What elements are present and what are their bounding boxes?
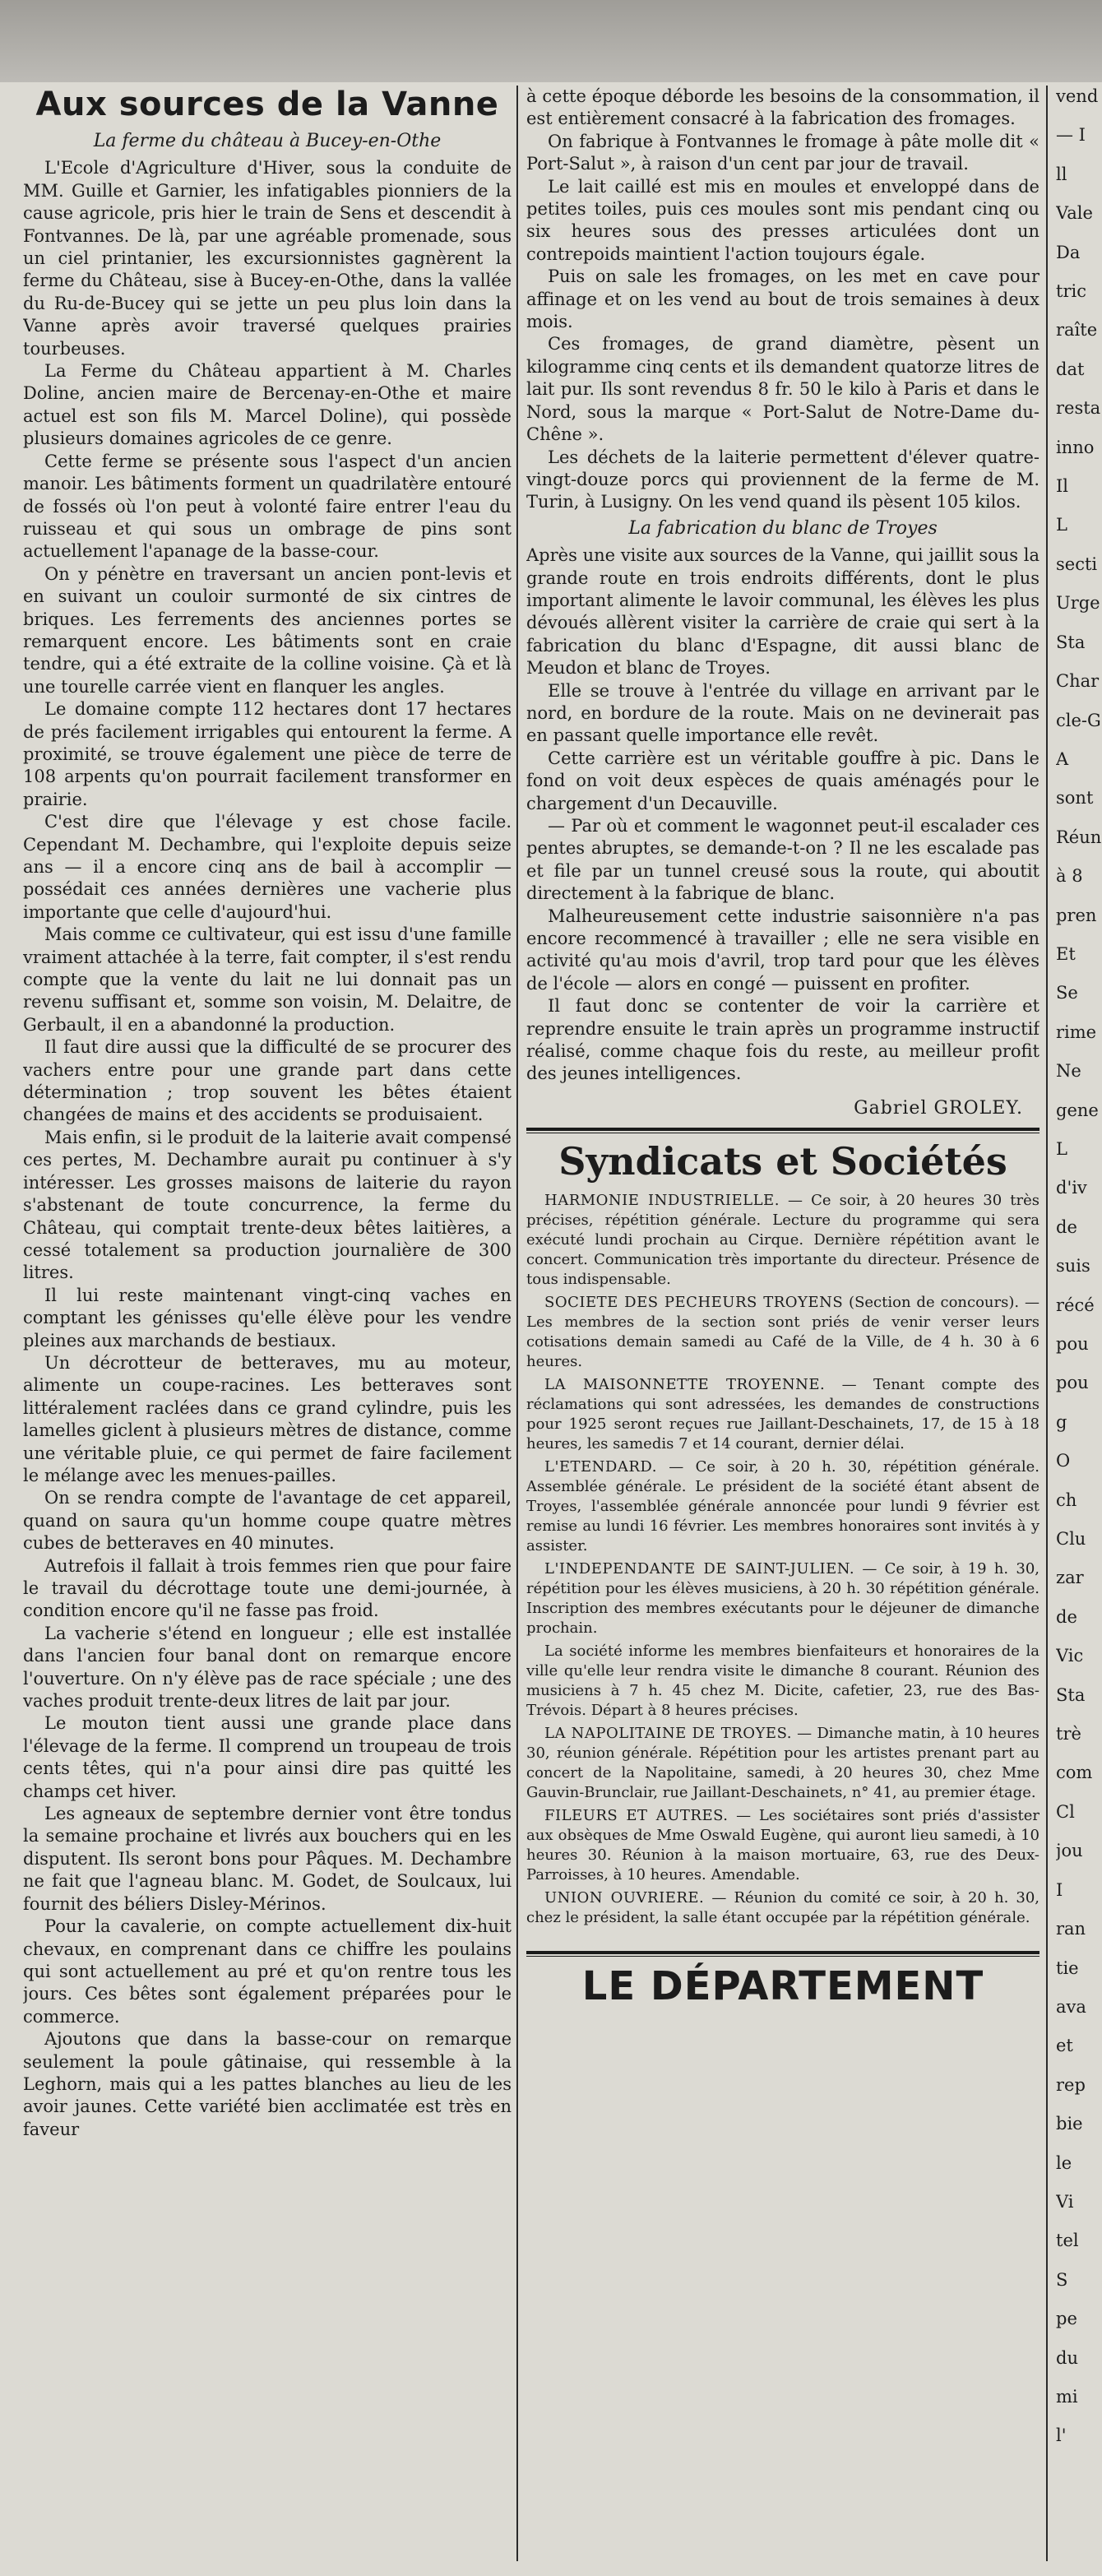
column-fragment: raîte <box>1056 320 1098 341</box>
fragment-spacer <box>1056 459 1102 475</box>
fragment-spacer <box>1056 381 1102 397</box>
section-rule <box>526 1128 1039 1131</box>
column-fragment: O <box>1056 1451 1071 1471</box>
fragment-spacer <box>1056 2291 1102 2308</box>
column-fragment: jou <box>1056 1841 1083 1861</box>
column-fragment: Se <box>1056 983 1078 1003</box>
column-fragment: inno <box>1056 437 1095 457</box>
column-fragment: Urge <box>1056 593 1100 614</box>
article-paragraph: Pour la cavalerie, on compte actuellement dix-huit chevaux, en comprenant dans ce chiffre les poulains qui sont actuellement au pré et qu'on rentre tous les jours. Ces bêtes sont également préparées pour le commerce. <box>23 1916 512 2027</box>
article-paragraph: Mais comme ce cultivateur, qui est issu d'une famille vraiment attachée à la terre, fait compter, il s'est rendu compte que la vente du lait ne lui donnait pas un revenu suffisant et, somme son voisin, M. Delaitre, de Gerbault, il en a abandonné la production. <box>23 924 512 1035</box>
fragment-spacer <box>1056 615 1102 632</box>
fragment-spacer <box>1056 1550 1102 1567</box>
fragment-spacer <box>1056 1980 1102 1996</box>
fragment-spacer <box>1056 1122 1102 1138</box>
column-fragment: ch <box>1056 1490 1077 1510</box>
notice-lead: SOCIETE DES PECHEURS TROYENS <box>544 1294 844 1312</box>
column-fragment: ran <box>1056 1919 1086 1939</box>
fragment-spacer <box>1056 2018 1102 2035</box>
notice-item <box>526 1559 1039 1638</box>
column-fragment: zar <box>1056 1568 1084 1588</box>
notice-lead: UNION OUVRIERE. <box>544 1889 705 1907</box>
fragment-spacer <box>1056 1005 1102 1022</box>
column-fragment: L <box>1056 515 1067 535</box>
fragment-spacer <box>1056 1668 1102 1684</box>
article-body-col1 <box>23 157 512 2141</box>
fragment-spacer <box>1056 147 1102 164</box>
fragment-spacer <box>1056 927 1102 943</box>
fragment-spacer <box>1056 342 1102 359</box>
fragment-spacer <box>1056 108 1102 124</box>
fragment-spacer <box>1056 2331 1102 2347</box>
fragment-spacer <box>1056 1745 1102 1762</box>
fragment-spacer <box>1056 771 1102 787</box>
fragment-spacer <box>1056 1434 1102 1450</box>
notice-text: La société informe les membres bienfaiteurs et honoraires de la ville qu'elle leur rendra visite le dimanche 8 courant. Réunion des musiciens à 7 h. 45 chez M. Dicite, cafetier, 23, rue des Bas-Trévois. Départ à 8 heures précises. <box>526 1642 1039 1720</box>
cropped-column-3 <box>1056 86 1102 2569</box>
article-paragraph: — Par où et comment le wagonnet peut-il escalader ces pentes abruptes, se demande-t-on ? Il ne les escalade pas et file par un tunnel creusé sous la route, qui aboutit directement à la fabrique de blanc. <box>526 816 1039 904</box>
article-paragraph: La Ferme du Château appartient à M. Charles Doline, ancien maire de Bercenay-en-Othe et maire actuel est son fils M. Marcel Doline), qui possède plusieurs domaines agricoles de ce genre. <box>23 361 512 449</box>
fragment-spacer <box>1056 576 1102 592</box>
column-fragment: com <box>1056 1763 1093 1783</box>
column-fragment: rep <box>1056 2074 1086 2095</box>
column-fragment: Sta <box>1056 1684 1086 1705</box>
fragment-spacer <box>1056 2213 1102 2230</box>
column-fragment: de <box>1056 1216 1077 1237</box>
column-fragment: trè <box>1056 1724 1081 1744</box>
column-fragment: bie <box>1056 2114 1083 2134</box>
fragment-spacer <box>1056 888 1102 905</box>
column-fragment: sont <box>1056 788 1094 808</box>
column-fragment: Vale <box>1056 203 1093 224</box>
fragment-spacer <box>1056 2253 1102 2269</box>
fragment-spacer <box>1056 1590 1102 1606</box>
column-fragment: à 8 <box>1056 866 1083 887</box>
column-fragment: ava <box>1056 1996 1086 2017</box>
fragment-spacer <box>1056 966 1102 982</box>
notice-item <box>526 1642 1039 1721</box>
article-paragraph: Les agneaux de septembre dernier vont être tondus la semaine prochaine et livrés aux bouchers qui en les disputent. Ils seront bons pour Pâques. M. Dechambre ne fait que l'agneau blanc. M. Godet, de Soulcaux, lui fournit des béliers Disley-Mérinos. <box>23 1804 512 1914</box>
article-paragraph: Malheureusement cette industrie saisonnière n'a pas encore recommencé à travailler ; elle ne sera visible en activité qu'au mois d'avril, trop tard pour que les élèves de l'école — alors en congé — puissent en profiter. <box>526 906 1039 994</box>
notice-text: — Les sociétaires sont priés d'assister aux obsèques de Mme Oswald Eugène, qui auront lieu samedi, à 10 heures 30. Réunion à la maison mortuaire, 63, rue des Deux-Parroisses, à 10 heures. Amendable. <box>526 1807 1039 1884</box>
fragment-spacer <box>1056 1044 1102 1060</box>
column-fragment: tie <box>1056 1957 1079 1978</box>
column-fragment: du <box>1056 2347 1078 2368</box>
article-paragraph: C'est dire que l'élevage y est chose facile. Cependant M. Dechambre, qui l'exploite depuis seize ans — il a encore cinq ans de bail à accomplir — possédait ces années dernières une vacherie plus importante que celle d'aujourd'hui. <box>23 812 512 922</box>
fragment-spacer <box>1056 2136 1102 2152</box>
column-rule <box>516 86 518 2561</box>
fragment-spacer <box>1056 420 1102 437</box>
fragment-spacer <box>1056 1083 1102 1100</box>
article-paragraph: Autrefois il fallait à trois femmes rien que pour faire le travail du décrottage toute une demi-journée, à condition encore qu'il ne fasse pas froid. <box>23 1555 512 1621</box>
notice-lead: HARMONIE INDUSTRIELLE. <box>544 1192 780 1210</box>
column-fragment: de <box>1056 1606 1077 1627</box>
column-fragment: I <box>1056 1879 1063 1900</box>
notice-text: — Ce soir, à 20 heures 30 très précises, répétition générale. Lecture du programme qui sera exécuté lundi prochain au Cirque. Dernière répétition avant le concert. Communication très importante du directeur. Présence de tous indispensable. <box>526 1192 1039 1289</box>
column-fragment: Cl <box>1056 1801 1075 1822</box>
departement-section <box>526 1951 1039 2011</box>
article-paragraph: Mais enfin, si le produit de la laiterie avait compensé ces pertes, M. Dechambre aurait pu continuer à s'y intéresser. Les grosses maisons de laiterie du rayon s'abstenant de toute concurrence, la ferme du Château, qui comptait trente-deux bêtes laitières, a cessé totalement sa production journalière de 300 litres. <box>23 1127 512 1283</box>
article-paragraph: Puis on sale les fromages, on les met en cave pour affinage et on les vend au bout de trois semaines à deux mois. <box>526 266 1039 332</box>
column-fragment: récé <box>1056 1295 1095 1315</box>
article-paragraph: Le domaine compte 112 hectares dont 17 hectares de prés facilement irrigables qui entourent la ferme. A proximité, se trouve également une pièce de terre de 108 arpents qu'on pourrait facilement transformer en prairie. <box>23 699 512 809</box>
fragment-spacer <box>1056 1200 1102 1216</box>
fragment-spacer <box>1056 1823 1102 1840</box>
fragment-spacer <box>1056 1863 1102 1879</box>
article-subtitle: La ferme du château à Bucey-en-Othe <box>93 131 442 151</box>
fragment-spacer <box>1056 1355 1102 1372</box>
column-fragment: pe <box>1056 2309 1077 2329</box>
article-paragraph: L'Ecole d'Agriculture d'Hiver, sous la conduite de MM. Guille et Garnier, les infatigables pionniers de la cause agricole, pris hier le train de Sens et descendit à Fontvannes. De là, par une agréable promenade, sous un ciel printanier, les excursionnistes gagnèrent la ferme du Château, sise à Bucey-en-Othe, dans la vallée du Ru-de-Bucey qui se jette un peu plus loin dans la Vanne après avoir traversé quelques prairies tourbeuses. <box>23 158 512 359</box>
fragment-spacer <box>1056 732 1102 748</box>
fragment-spacer <box>1056 264 1102 280</box>
column-fragment: Il <box>1056 476 1069 497</box>
column-fragment: — I <box>1056 125 1086 146</box>
section-rule <box>526 1951 1039 1954</box>
column-rule <box>1046 86 1048 2561</box>
article-paragraph: Après une visite aux sources de la Vanne, qui jaillit sous la grande route en trois endroits différents, dont le plus important alimente le lavoir communal, les élèves les plus dévoués allèrent visiter la carrière de craie qui sert à la fabrication du blanc d'Espagne, dit aussi blanc de Meudon et blanc de Troyes. <box>526 545 1039 679</box>
fragment-spacer <box>1056 654 1102 670</box>
column-fragment: ll <box>1056 164 1067 184</box>
fragment-spacer <box>1056 2175 1102 2191</box>
column-fragment: rime <box>1056 1022 1097 1042</box>
notice-text: — Dimanche matin, à 10 heures 30, réunion générale. Répétition pour les artistes prenant part au concert de la Napolitaine, samedi, à 20 heures 30, chez Mme Gauvin-Brunclair, rue Jaillant-Deschainets, n° 41, au premier étage. <box>526 1725 1039 1802</box>
notice-lead: LA NAPOLITAINE DE TROYES. <box>544 1725 792 1743</box>
article-paragraph: Il lui reste maintenant vingt-cinq vaches en comptant les génisses qu'elle élève pour les vendre pleines aux marchands de bestiaux. <box>23 1285 512 1351</box>
notice-item <box>526 1293 1039 1372</box>
article-paragraph: Un décrotteur de betteraves, mu au moteur, alimente un coupe-racines. Les betteraves sont littéralement raclées dans ce grand cylindre, puis les lamelles giclent à plusieurs mètres de distance, comme une véritable pluie, ce qui permet de faire facilement le mélange avec les menues-pailles. <box>23 1352 512 1485</box>
column-fragment: pou <box>1056 1334 1089 1354</box>
notice-lead: FILEURS ET AUTRES. <box>544 1807 729 1825</box>
article-paragraph: Cette ferme se présente sous l'aspect d'un ancien manoir. Les bâtiments forment un quadrilatère entouré de fossés où l'on peut à volonté faire entrer l'eau du ruisseau et qui sous un ombrage de pins sont actuellement l'apanage de la basse-cour. <box>23 451 512 562</box>
column-fragment: mi <box>1056 2386 1078 2407</box>
fragment-spacer <box>1056 1161 1102 1177</box>
column-fragment: l' <box>1056 2425 1067 2446</box>
fragment-spacer <box>1056 1629 1102 1645</box>
fragment-spacer <box>1056 1785 1102 1801</box>
notice-text: — Ce soir, à 20 h. 30, répétition générale. Assemblée générale. Le président de la société étant absent de Troyes, l'assemblée générale annoncée pour lundi 9 février est remise au lundi 16 février. Les membres honoraires sont invités à y assister. <box>526 1458 1039 1555</box>
article-paragraph: Cette carrière est un véritable gouffre à pic. Dans le fond on voit deux espèces de quais aménagés pour le chargement d'un Decauville. <box>526 748 1039 813</box>
fragment-spacer <box>1056 2096 1102 2113</box>
fragment-spacer <box>1056 1902 1102 1918</box>
notice-lead: LA MAISONNETTE TROYENNE. <box>544 1376 826 1394</box>
notice-lead: L'ETENDARD. <box>544 1458 657 1476</box>
notice-lead: L'INDEPENDANTE DE SAINT-JULIEN. <box>544 1560 855 1578</box>
syndicats-title: Syndicats et Sociétés <box>558 1139 1007 1184</box>
article-paragraph: On y pénètre en traversant un ancien pont-levis et en suivant un couloir surmonté de six cintres de briques. Les ferrements des anciennes portes se remarquent encore. Les bâtiments sont en craie tendre, qui a été extraite de la colline voisine. Çà et là une tourelle carrée vient en flanquer les angles. <box>23 563 512 697</box>
article-body-col2 <box>526 86 1039 514</box>
article-paragraph: On fabrique à Fontvannes le fromage à pâte molle dit « Port-Salut », à raison d'un cent par jour de travail. <box>526 131 1039 174</box>
fragment-spacer <box>1056 1395 1102 1411</box>
departement-title: LE DÉPARTEMENT <box>581 1963 984 2010</box>
fragment-spacer <box>1056 810 1102 827</box>
fragment-spacer <box>1056 2058 1102 2074</box>
fragment-spacer <box>1056 537 1102 554</box>
fragment-spacer <box>1056 2448 1102 2464</box>
cropped-fragments <box>1056 86 1102 2464</box>
article-paragraph: Les déchets de la laiterie permettent d'élever quatre-vingt-douze porcs qui proviennent de la ferme de M. Turin, à Lusigny. On les vend quand ils pèsent 105 kilos. <box>526 447 1039 512</box>
fragment-spacer <box>1056 1473 1102 1490</box>
article-paragraph: Le lait caillé est mis en moules et enveloppé dans de petites toiles, puis ces moules sont mis pendant cinq ou six heures sous des presses articulées dont un contrepoids maintient l'action toujours égale. <box>526 176 1039 264</box>
column-fragment: Char <box>1056 671 1100 692</box>
column-fragment: Et <box>1056 943 1076 964</box>
column-fragment: et <box>1056 2036 1073 2056</box>
fragment-spacer <box>1056 225 1102 242</box>
fragment-spacer <box>1056 693 1102 710</box>
article-column-2 <box>526 86 1039 2569</box>
article-paragraph: Il faut dire aussi que la difficulté de se procurer des vachers entre pour une grande part dans cette détermination ; trop souvent les bêtes étaient changées de mains et des accidents se produisaient. <box>23 1037 512 1125</box>
column-fragment: A <box>1056 748 1069 769</box>
scan-top-margin <box>0 0 1102 82</box>
section-rule-thin <box>526 1956 1039 1957</box>
syndicats-notices <box>526 1191 1039 1928</box>
column-fragment: vend <box>1056 86 1099 106</box>
column-fragment: dat <box>1056 359 1085 379</box>
fragment-spacer <box>1056 849 1102 865</box>
notice-item <box>526 1724 1039 1803</box>
fragment-spacer <box>1056 1512 1102 1528</box>
fragment-spacer <box>1056 186 1102 202</box>
column-fragment: le <box>1056 2152 1072 2173</box>
notice-item <box>526 1457 1039 1556</box>
column-fragment: cle-G <box>1056 710 1101 730</box>
article-paragraph: On se rendra compte de l'avantage de cet appareil, quand on saura qu'un homme coupe quatre mètres cubes de betteraves en 40 minutes. <box>23 1488 512 1554</box>
article-subhead: La fabrication du blanc de Troyes <box>628 517 938 539</box>
column-fragment: suis <box>1056 1256 1090 1276</box>
article-column-1 <box>23 86 512 2569</box>
article-paragraph: Le mouton tient aussi une grande place dans l'élevage de la ferme. Il comprend un troupeau de trois cents têtes, qui n'a pour ainsi dire pas quitté les champs cet hiver. <box>23 1713 512 1801</box>
notice-text: (Section de concours). — Les membres de la section sont priés de venir verser leurs cotisations demain samedi au Café de la Ville, de 4 h. 30 à 6 heures. <box>526 1294 1039 1371</box>
column-fragment: Clu <box>1056 1529 1086 1550</box>
article-paragraph: Ces fromages, de grand diamètre, pèsent un kilogramme cinq cents et ils demandent quatorze litres de lait pur. Ils sont revendus 8 fr. 50 le kilo à Paris et dans le Nord, sous la marque « Port-Salut de Notre-Dame du-Chêne ». <box>526 334 1039 445</box>
article-paragraph: Il faut donc se contenter de voir la carrière et reprendre ensuite le train après un programme instructif réalisé, comme chaque fois du reste, au meilleur profit des jeunes intelligences. <box>526 996 1039 1084</box>
article-paragraph: La vacherie s'étend en longueur ; elle est installée dans l'ancien four banal dont on remarque encore l'ouverture. On n'y élève pas de race spéciale ; une des vaches produit trente-deux litres de lait par jour. <box>23 1623 512 1712</box>
article-paragraph: Elle se trouve à l'entrée du village en arrivant par le nord, en bordure de la route. Mais on ne devinerait pas en passant quelle importance elle revêt. <box>526 680 1039 746</box>
fragment-spacer <box>1056 498 1102 514</box>
column-fragment: d'iv <box>1056 1178 1087 1198</box>
article-body-col2-b <box>526 544 1039 1086</box>
column-fragment: Vic <box>1056 1646 1084 1666</box>
notice-item <box>526 1888 1039 1928</box>
article-headline: Aux sources de la Vanne <box>35 86 499 123</box>
column-fragment: pren <box>1056 905 1097 925</box>
column-fragment: S <box>1056 2269 1068 2290</box>
column-fragment: g <box>1056 1411 1067 1432</box>
column-fragment: tel <box>1056 2231 1079 2251</box>
column-fragment: Da <box>1056 242 1081 262</box>
column-fragment: gene <box>1056 1100 1099 1120</box>
fragment-spacer <box>1056 303 1102 319</box>
column-fragment: Réun <box>1056 827 1102 847</box>
notice-item <box>526 1191 1039 1290</box>
article-signature: Gabriel GROLEY. <box>854 1097 1023 1119</box>
fragment-spacer <box>1056 1239 1102 1255</box>
column-fragment: Sta <box>1056 632 1086 652</box>
column-fragment: Vi <box>1056 2191 1074 2212</box>
notice-text: — Tenant compte des réclamations qui sont adressées, les demandes de constructions pour 1925 seront reçues rue Jaillant-Deschainets, 17, de 15 à 18 heures, les samedis 7 et 14 courant, dernier délai. <box>526 1376 1039 1453</box>
notice-text: — Réunion du comité ce soir, à 20 h. 30, chez le président, la salle étant occupée par la répétition générale. <box>526 1889 1039 1927</box>
fragment-spacer <box>1056 1317 1102 1333</box>
fragment-spacer <box>1056 1941 1102 1957</box>
fragment-spacer <box>1056 2370 1102 2386</box>
fragment-spacer <box>1056 1707 1102 1723</box>
fragment-spacer <box>1056 1278 1102 1295</box>
column-fragment: pou <box>1056 1373 1089 1393</box>
column-fragment: Ne <box>1056 1061 1081 1082</box>
fragment-spacer <box>1056 2408 1102 2425</box>
column-fragment: L <box>1056 1138 1067 1159</box>
notice-text: — Ce soir, à 19 h. 30, répétition pour les élèves musiciens, à 20 h. 30 répétition générale. Inscription des membres exécutants pour le déjeuner de dimanche prochain. <box>526 1560 1039 1638</box>
column-fragment: secti <box>1056 554 1098 574</box>
column-fragment: resta <box>1056 398 1101 419</box>
article-paragraph: à cette époque déborde les besoins de la consommation, il est entièrement consacré à la fabrication des fromages. <box>526 86 1039 129</box>
notice-item <box>526 1806 1039 1885</box>
article-paragraph: Ajoutons que dans la basse-cour on remarque seulement la poule gâtinaise, qui ressemble à la Leghorn, mais qui a les pattes blanches au lieu de les avoir jaunes. Cette variété bien acclimatée est très en faveur <box>23 2029 512 2139</box>
notice-item <box>526 1375 1039 1454</box>
column-fragment: tric <box>1056 281 1086 302</box>
